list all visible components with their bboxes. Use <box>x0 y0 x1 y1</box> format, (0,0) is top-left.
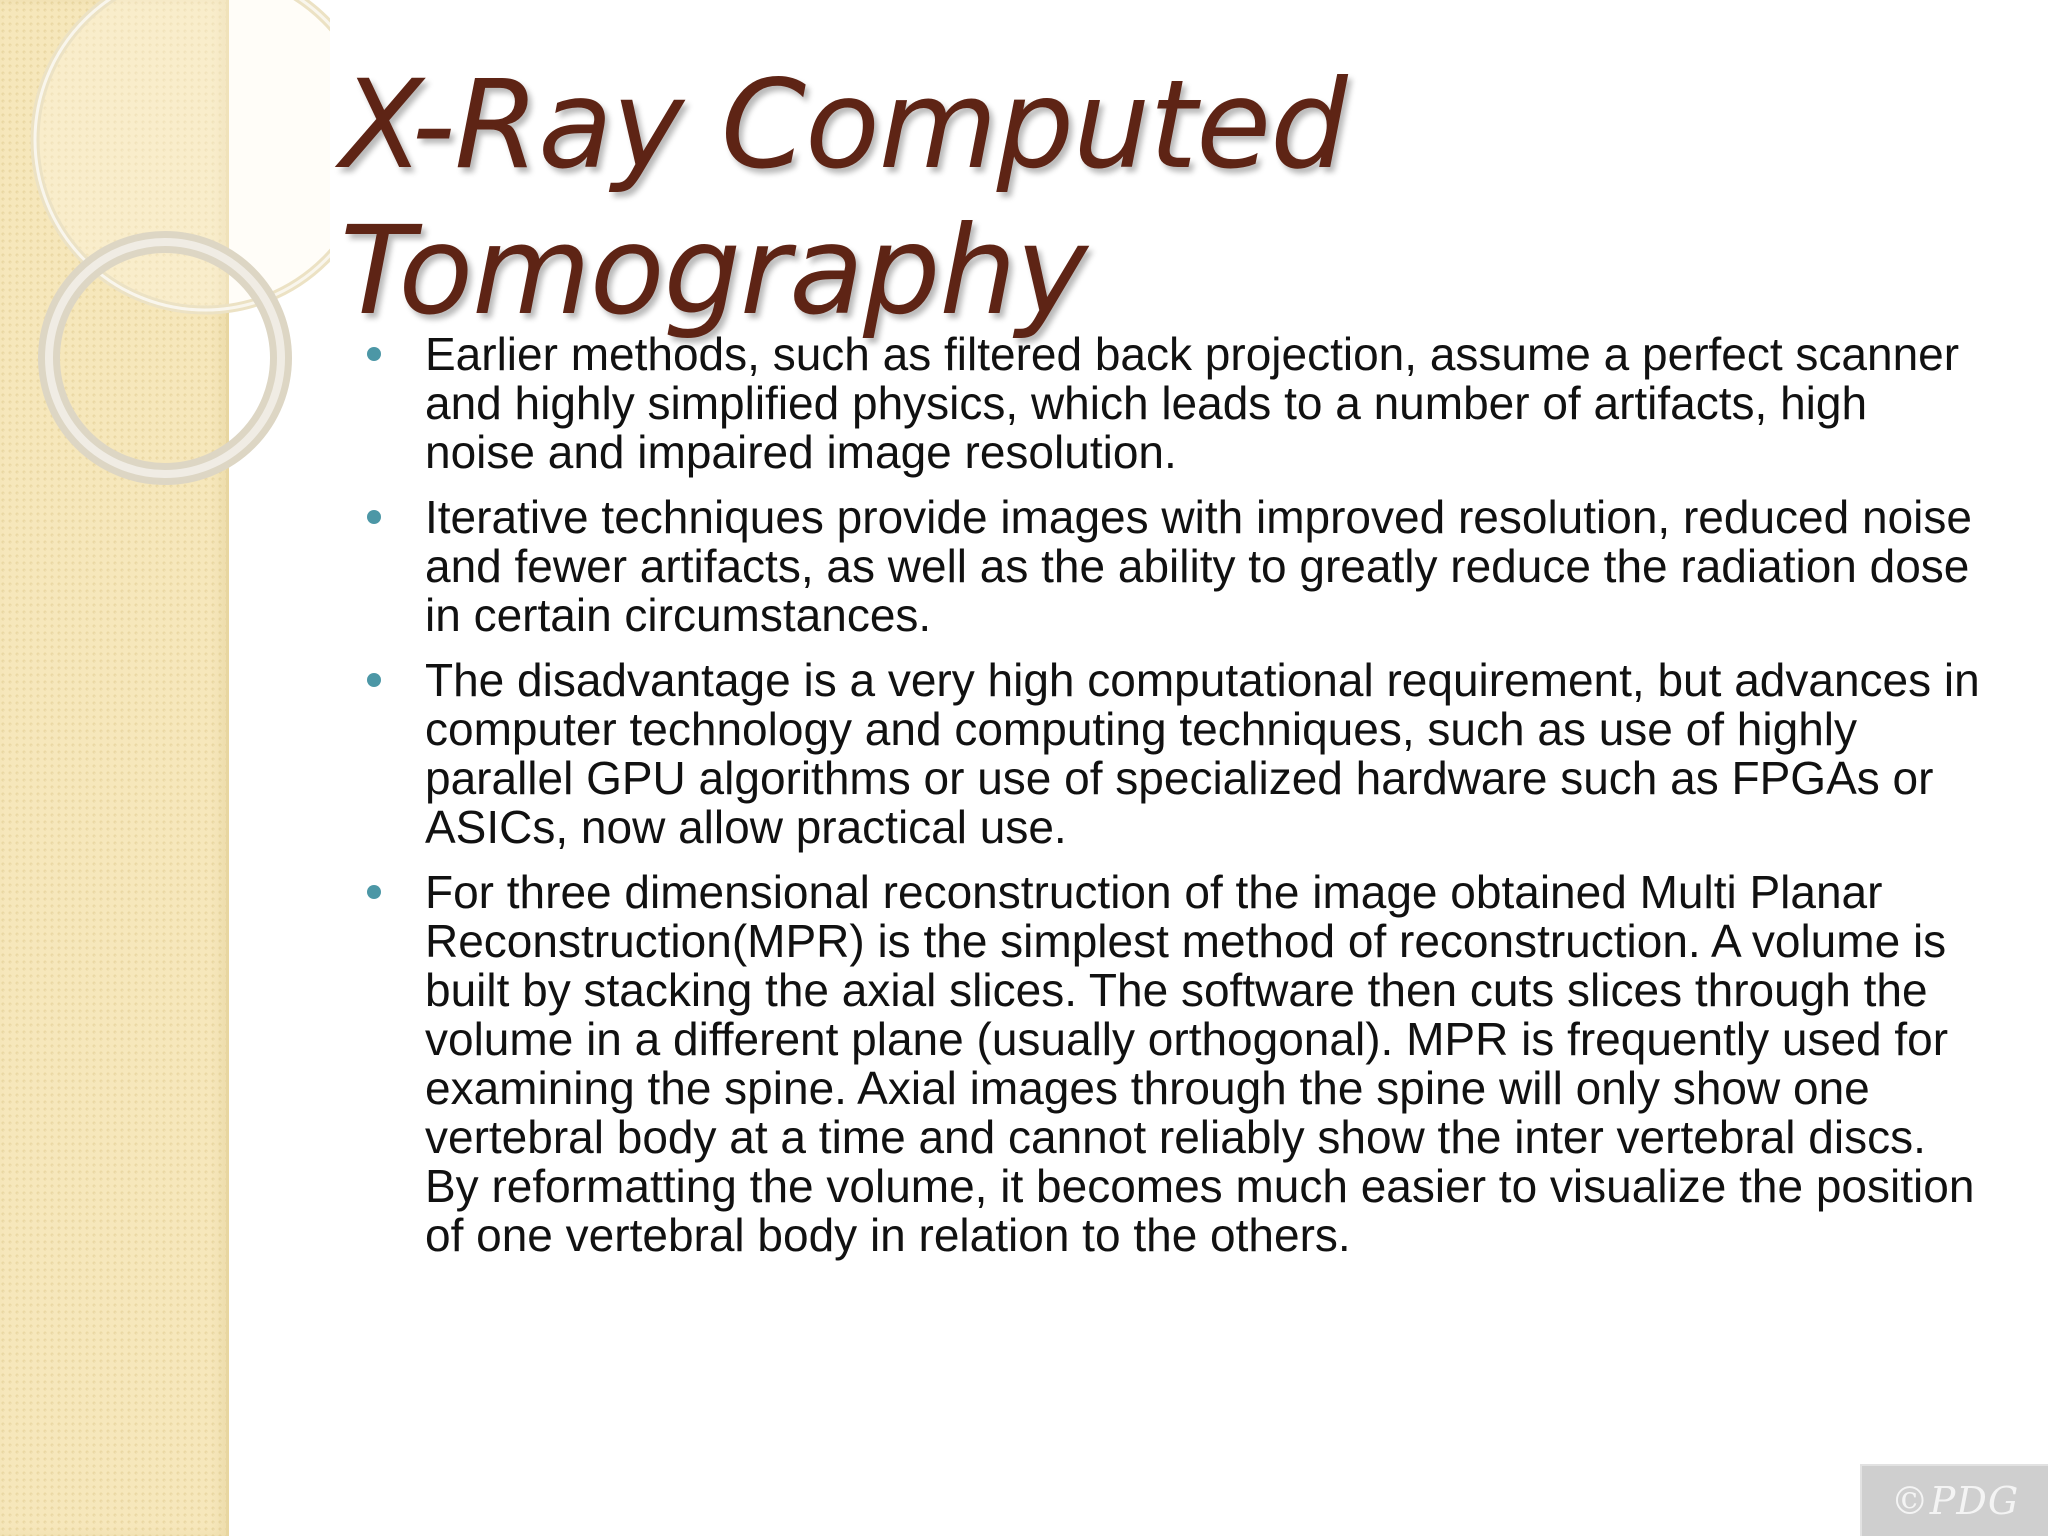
bullet-item <box>360 330 1985 477</box>
bullet-text: For three dimensional reconstruction of the image obtained Multi Planar Reconstruction(MPR) is the simplest method of reconstruction. A volume is built by stacking the axial slices. The software then cuts slices through the volume in a different plane (usually orthogonal). MPR is frequently used for examining the spine. Axial images through the spine will only show one vertebral body at a time and cannot reliably show the inter vertebral discs. By reformatting the volume, it becomes much easier to visualize the position of one vertebral body in relation to the others. <box>425 866 1975 1261</box>
bullet-dot-icon <box>367 347 381 361</box>
bullet-dot-icon <box>367 510 381 524</box>
bullet-text: Earlier methods, such as filtered back projection, assume a perfect scanner and highly simplified physics, which leads to a number of artifacts, high noise and impaired image resolution. <box>425 328 1960 478</box>
slide-title: X-Ray Computed Tomography <box>340 54 1347 342</box>
bullet-text: Iterative techniques provide images with improved resolution, reduced noise and fewer artifacts, as well as the ability to greatly reduce the radiation dose in certain circumstances. <box>425 491 1972 641</box>
bullet-item <box>360 868 1985 1260</box>
bullet-item <box>360 493 1985 640</box>
bullet-dot-icon <box>367 885 381 899</box>
bullet-dot-icon <box>367 673 381 687</box>
bullet-list <box>360 330 1985 1276</box>
watermark-logo: ©PDG <box>1860 1464 2048 1536</box>
bullet-text: The disadvantage is a very high computational requirement, but advances in computer technology and computing techniques, such as use of highly parallel GPU algorithms or use of specialized hardware such as FPGAs or ASICs, now allow practical use. <box>425 654 1980 853</box>
bullet-item <box>360 656 1985 852</box>
